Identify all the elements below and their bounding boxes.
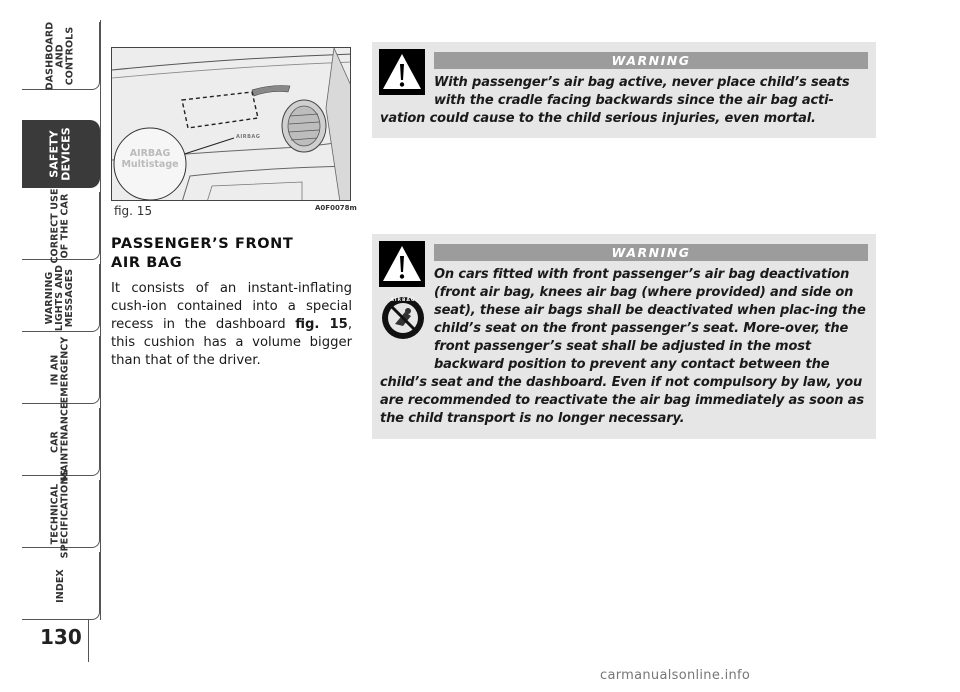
section-title — [111, 235, 351, 273]
figure-caption: fig. 15 — [114, 204, 153, 218]
section-title-line-1: PASSENGER’S FRONT — [111, 236, 294, 252]
tab-label: TECHNICAL SPECIFICATIONS — [49, 469, 71, 558]
warning-text — [380, 74, 870, 128]
badge-line-2: Multistage — [121, 159, 179, 170]
tab-label: CORRECT USE OF THE CAR — [49, 187, 71, 264]
warning-box-1 — [372, 42, 876, 138]
tab-label: DASHBOARD AND CONTROLS — [44, 21, 76, 90]
tab-label: WARNING LIGHTS AND MESSAGES — [44, 264, 76, 331]
dashboard-illustration — [112, 48, 351, 201]
airbag-multistage-badge-text — [118, 148, 182, 170]
warning-header: WARNING — [434, 52, 868, 69]
dashboard-airbag-label: AIRBAG — [236, 134, 261, 140]
page-number: 130 — [40, 625, 82, 649]
tab-warning-lights-and-messages[interactable] — [22, 264, 100, 332]
tab-index[interactable] — [22, 552, 100, 620]
warning-header: WARNING — [434, 244, 868, 261]
figure-reference-link[interactable]: fig. 15 — [295, 317, 348, 332]
tab-safety-devices[interactable] — [22, 120, 100, 188]
tab-label: INDEX — [54, 568, 66, 603]
badge-line-1: AIRBAG — [129, 148, 171, 159]
tab-label: SAFETY DEVICES — [47, 126, 73, 181]
body-text-start: It consists of an instant-inflating cush-ion contained into a special recess in the dashboard — [111, 281, 352, 332]
airbag-symbol-label: AIRBAG — [390, 298, 416, 303]
section-title-line-2: AIR BAG — [111, 255, 183, 271]
tab-technical-specifications[interactable] — [22, 469, 100, 558]
sidebar-divider — [100, 20, 101, 620]
tab-correct-use-of-the-car[interactable] — [22, 187, 100, 264]
tab-in-an-emergency[interactable] — [22, 336, 100, 404]
warning-box-2 — [372, 234, 876, 439]
tab-car-maintenance[interactable] — [22, 401, 100, 482]
watermark: carmanualsonline.info — [600, 668, 751, 683]
section-body — [111, 280, 352, 370]
chapter-sidebar — [0, 0, 106, 692]
warning-text — [380, 266, 870, 428]
dashboard-figure — [111, 47, 351, 201]
tab-label: IN AN EMERGENCY — [49, 336, 71, 403]
body-text-end: , this cushion has a volume bigger than that of the driver. — [111, 317, 353, 368]
figure-code: A0F0078m — [315, 204, 357, 212]
tab-label: CAR MAINTENANCE — [49, 401, 71, 482]
tab-dashboard-and-controls[interactable] — [22, 22, 100, 90]
page-number-rule — [88, 620, 89, 662]
warning-text-content: On cars fitted with front passenger’s air bag deactivation (front air bag, knees air bag (where provided) and side on seat), these air bags shall be deactivated when plac-ing the child’s seat on the front passenger’s seat. More-over, the front passenger’s seat shall be adjusted in the most backward position to prevent any contact between the child’s seat and the dashboard. Even if not compulsory by law, you are recommended to reactivate the air bag immediately as soon as the child transport is no longer necessary. — [380, 267, 866, 426]
warning-text-content: With passenger’s air bag active, never place child’s seats with the cradle facing backwards since the air bag acti-vation could cause to the child serious injuries, even mortal. — [380, 75, 850, 126]
